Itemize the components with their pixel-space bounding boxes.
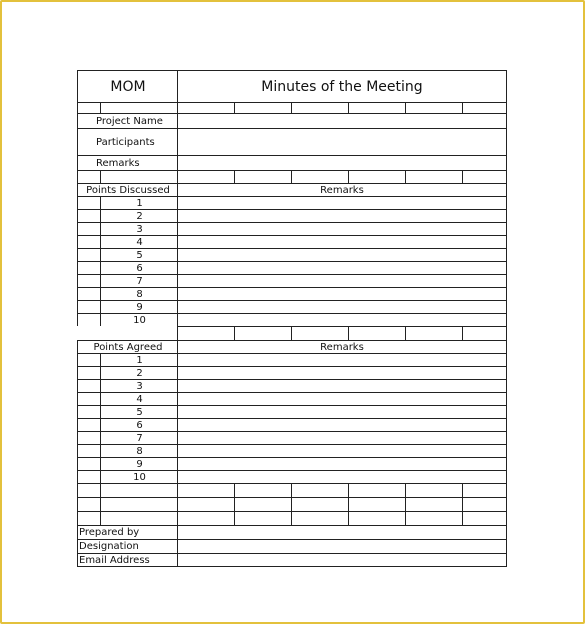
grid-cell[interactable] <box>462 170 507 183</box>
discussed-point-row <box>77 196 507 209</box>
page-title: Minutes of the Meeting <box>177 70 507 102</box>
point-number: 6 <box>100 261 178 274</box>
grid-cell[interactable] <box>234 497 292 511</box>
blank-cell <box>77 366 101 379</box>
blank-cell <box>77 248 101 261</box>
agreed-point-row <box>77 353 507 366</box>
agreed-point-row <box>77 470 507 483</box>
spacer-grid-row <box>77 170 507 183</box>
remark-field[interactable] <box>177 353 507 366</box>
blank-cell <box>77 379 101 392</box>
grid-cell[interactable] <box>234 511 292 525</box>
grid-cell[interactable] <box>405 326 463 340</box>
footer-value-field[interactable] <box>177 525 507 539</box>
point-number: 8 <box>100 287 178 300</box>
blank-cell <box>77 209 101 222</box>
grid-cell[interactable] <box>100 483 178 497</box>
point-number: 2 <box>100 366 178 379</box>
point-number: 10 <box>100 313 178 326</box>
point-number: 4 <box>100 392 178 405</box>
grid-cell[interactable] <box>405 483 463 497</box>
remark-field[interactable] <box>177 274 507 287</box>
remarks-header: Remarks <box>177 183 507 196</box>
footer-row <box>77 539 507 553</box>
grid-cell[interactable] <box>100 511 178 525</box>
point-number: 3 <box>100 379 178 392</box>
point-number: 7 <box>100 431 178 444</box>
discussed-point-row <box>77 313 507 326</box>
blank-cell <box>77 313 101 326</box>
remark-field[interactable] <box>177 444 507 457</box>
footer-label: Email Address <box>77 553 178 567</box>
blank-cell <box>77 353 101 366</box>
agreed-point-row <box>77 431 507 444</box>
blank-cell <box>77 392 101 405</box>
grid-cell[interactable] <box>348 170 406 183</box>
blank-cell <box>77 287 101 300</box>
grid-cell[interactable] <box>405 511 463 525</box>
info-value-field[interactable] <box>177 128 507 155</box>
blank-cell <box>77 470 101 483</box>
agreed-point-row <box>77 444 507 457</box>
agreed-header-row <box>77 340 507 353</box>
remark-field[interactable] <box>177 235 507 248</box>
agreed-point-row <box>77 405 507 418</box>
agreed-point-row <box>77 457 507 470</box>
info-label: Remarks <box>77 155 178 170</box>
grid-cell[interactable] <box>462 326 507 340</box>
point-number: 9 <box>100 457 178 470</box>
blank-cell <box>77 444 101 457</box>
remarks-row <box>77 155 507 170</box>
grid-cell[interactable] <box>234 483 292 497</box>
grid-cell[interactable] <box>177 511 235 525</box>
spacer-grid-row <box>77 326 507 340</box>
remark-field[interactable] <box>177 248 507 261</box>
minutes-form <box>77 70 507 565</box>
grid-cell[interactable] <box>100 497 178 511</box>
discussed-point-row <box>77 274 507 287</box>
blank-cell <box>77 235 101 248</box>
grid-cell[interactable] <box>100 102 178 113</box>
grid-cell[interactable] <box>291 497 349 511</box>
remark-field[interactable] <box>177 313 507 326</box>
info-label: Project Name <box>77 113 178 128</box>
grid-cell[interactable] <box>405 102 463 113</box>
grid-cell[interactable] <box>77 170 101 183</box>
grid-cell[interactable] <box>462 497 507 511</box>
points-agreed-header: Points Agreed <box>77 340 178 353</box>
grid-cell[interactable] <box>462 511 507 525</box>
agreed-point-row <box>77 379 507 392</box>
point-number: 7 <box>100 274 178 287</box>
remarks-header: Remarks <box>177 340 507 353</box>
empty-grid-row <box>77 511 507 525</box>
remark-field[interactable] <box>177 287 507 300</box>
grid-cell[interactable] <box>348 483 406 497</box>
grid-cell[interactable] <box>234 170 292 183</box>
grid-cell[interactable] <box>100 170 178 183</box>
info-value-field[interactable] <box>177 155 507 170</box>
remark-field[interactable] <box>177 379 507 392</box>
grid-cell[interactable] <box>291 511 349 525</box>
blank-cell <box>77 261 101 274</box>
remark-field[interactable] <box>177 418 507 431</box>
grid-cell[interactable] <box>177 170 235 183</box>
remark-field[interactable] <box>177 431 507 444</box>
point-number: 9 <box>100 300 178 313</box>
grid-cell[interactable] <box>77 102 101 113</box>
info-value-field[interactable] <box>177 113 507 128</box>
grid-cell[interactable] <box>348 102 406 113</box>
empty-grid-row <box>77 483 507 497</box>
grid-cell[interactable] <box>177 326 235 340</box>
blank-cell <box>77 457 101 470</box>
discussed-point-row <box>77 287 507 300</box>
grid-cell[interactable] <box>234 326 292 340</box>
point-number: 8 <box>100 444 178 457</box>
grid-cell[interactable] <box>348 497 406 511</box>
footer-row <box>77 525 507 539</box>
point-number: 1 <box>100 353 178 366</box>
grid-cell[interactable] <box>77 497 101 511</box>
grid-cell[interactable] <box>348 511 406 525</box>
remark-field[interactable] <box>177 261 507 274</box>
grid-cell[interactable] <box>77 511 101 525</box>
point-number: 2 <box>100 209 178 222</box>
blank-cell <box>77 196 101 209</box>
remark-field[interactable] <box>177 196 507 209</box>
point-number: 5 <box>100 405 178 418</box>
remark-field[interactable] <box>177 300 507 313</box>
agreed-point-row <box>77 392 507 405</box>
footer-row <box>77 553 507 567</box>
remark-field[interactable] <box>177 392 507 405</box>
grid-cell[interactable] <box>234 102 292 113</box>
blank-cell <box>77 431 101 444</box>
remark-field[interactable] <box>177 405 507 418</box>
mom-label: MOM <box>77 70 178 102</box>
spacer-grid-row <box>77 102 507 113</box>
footer-value-field[interactable] <box>177 539 507 553</box>
grid-cell[interactable] <box>291 102 349 113</box>
project-name-row <box>77 113 507 128</box>
blank-cell <box>77 418 101 431</box>
grid-cell[interactable] <box>177 497 235 511</box>
remark-field[interactable] <box>177 470 507 483</box>
agreed-point-row <box>77 418 507 431</box>
discussed-point-row <box>77 222 507 235</box>
discussed-point-row <box>77 235 507 248</box>
remark-field[interactable] <box>177 366 507 379</box>
grid-cell[interactable] <box>405 497 463 511</box>
grid-cell[interactable] <box>291 170 349 183</box>
grid-cell[interactable] <box>177 102 235 113</box>
remark-field[interactable] <box>177 457 507 470</box>
remark-field[interactable] <box>177 222 507 235</box>
participants-row <box>77 128 507 155</box>
point-number: 6 <box>100 418 178 431</box>
remark-field[interactable] <box>177 209 507 222</box>
blank-cell <box>77 300 101 313</box>
point-number: 4 <box>100 235 178 248</box>
blank-cell <box>77 405 101 418</box>
grid-cell[interactable] <box>462 102 507 113</box>
point-number: 10 <box>100 470 178 483</box>
point-number: 1 <box>100 196 178 209</box>
point-number: 3 <box>100 222 178 235</box>
grid-cell[interactable] <box>177 483 235 497</box>
header-row <box>77 70 507 102</box>
discussed-point-row <box>77 248 507 261</box>
points-discussed-header: Points Discussed <box>77 183 178 196</box>
grid-cell[interactable] <box>291 326 349 340</box>
grid-cell[interactable] <box>348 326 406 340</box>
discussed-point-row <box>77 300 507 313</box>
grid-cell[interactable] <box>77 483 101 497</box>
point-number: 5 <box>100 248 178 261</box>
empty-grid-row <box>77 497 507 511</box>
grid-cell[interactable] <box>462 483 507 497</box>
grid-cell[interactable] <box>405 170 463 183</box>
blank-cell <box>77 274 101 287</box>
discussed-point-row <box>77 209 507 222</box>
discussed-header-row <box>77 183 507 196</box>
agreed-point-row <box>77 366 507 379</box>
footer-value-field[interactable] <box>177 553 507 567</box>
grid-cell[interactable] <box>291 483 349 497</box>
discussed-point-row <box>77 261 507 274</box>
blank-cell <box>77 222 101 235</box>
footer-label: Designation <box>77 539 178 553</box>
info-label: Participants <box>77 128 178 155</box>
footer-label: Prepared by <box>77 525 178 539</box>
